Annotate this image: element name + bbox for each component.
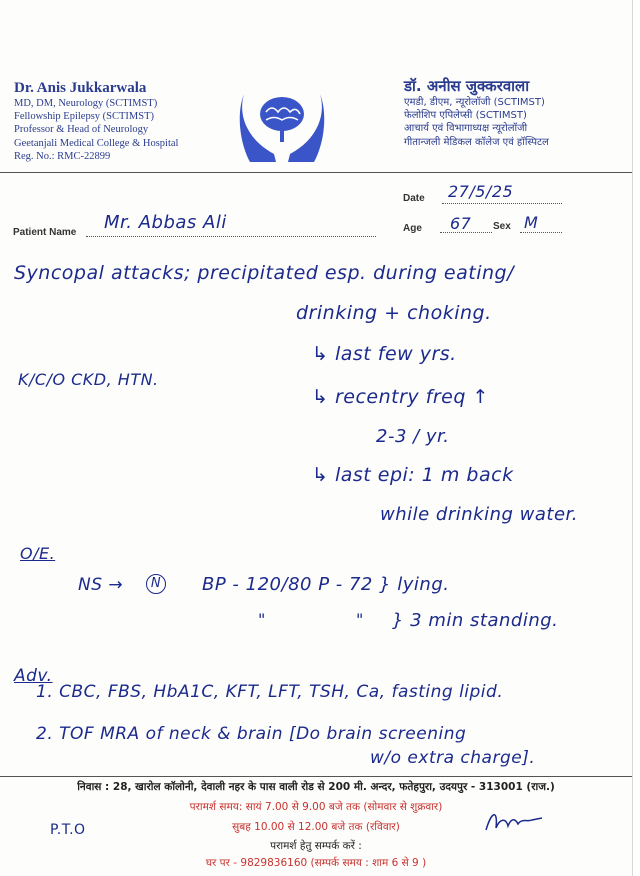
consultation-timing: परामर्श समय: सायं 7.00 से 9.00 बजे तक (सोमवार से शुक्रवार) [189, 801, 443, 813]
doctor-name-english: Dr. Anis Jukkarwala [14, 80, 147, 96]
advice-item-continuation: w/o extra charge]. [370, 748, 536, 768]
hospital-line-hindi: गीतान्जली मेडिकल कॉलेज एवं हॉस्पिटल [404, 136, 549, 148]
footer-divider [0, 776, 632, 777]
phone-number: घर पर - 9829836160 (सम्पर्क समय : शाम 6 से 9 ) [205, 857, 427, 869]
history-detail: ↳ recentry freq ↑ [312, 386, 489, 408]
qualification-line: Fellowship Epilepsy (SCTIMST) [14, 111, 155, 123]
ditto-mark: " [258, 610, 266, 629]
contact-label: परामर्श हेतु सम्पर्क करें : [270, 840, 362, 852]
age-label: Age [403, 223, 422, 234]
vitals-lying: BP - 120/80 P - 72 } lying. [202, 574, 450, 595]
patient-name-value: Mr. Abbas Ali [104, 212, 227, 233]
on-examination-label: O/E. [20, 544, 56, 563]
ditto-mark: " [356, 610, 364, 629]
designation-line: Professor & Head of Neurology [14, 124, 149, 136]
consultation-timing-sunday: सुबह 10.00 से 12.00 बजे तक (रविवार) [232, 821, 400, 833]
qualification-line-hindi: फेलोशिप एपिलेप्सी (SCTIMST) [404, 110, 527, 122]
hospital-line: Geetanjali Medical College & Hospital [14, 137, 179, 149]
date-label: Date [403, 193, 425, 204]
patient-name-line [86, 236, 376, 237]
qualification-line-hindi: एमडी, डीएम, न्यूरोलॉजी (SCTIMST) [404, 97, 545, 108]
advice-item: 2. TOF MRA of neck & brain [Do brain screening [36, 724, 467, 744]
last-episode: ↳ last epi: 1 m back [312, 464, 514, 486]
advice-label: Adv. [14, 666, 53, 686]
header-left [14, 80, 178, 163]
header-divider [0, 172, 632, 173]
doctor-name-hindi: डॉ. अनीस जुक्करवाला [404, 77, 530, 95]
registration-number: Reg. No.: RMC-22899 [14, 150, 111, 162]
sex-value: M [524, 213, 539, 232]
age-value: 67 [450, 214, 472, 233]
patient-name-label: Patient Name [13, 227, 77, 238]
history-detail: ↳ last few yrs. [312, 343, 457, 365]
sex-label: Sex [493, 221, 511, 232]
sex-line [520, 232, 562, 233]
brain-in-hands-icon [236, 84, 328, 162]
neuro-system-text: NS → [78, 575, 124, 595]
designation-line-hindi: आचार्य एवं विभागाध्यक्ष न्यूरोलॉजी [404, 123, 528, 135]
date-value: 27/5/25 [448, 182, 514, 201]
vitals-standing: } 3 min standing. [392, 610, 559, 631]
frequency-detail: 2-3 / yr. [376, 426, 450, 447]
normal-circle: N [146, 574, 166, 594]
doctor-signature [484, 806, 544, 836]
advice-item: 1. CBC, FBS, HbA1C, KFT, LFT, TSH, Ca, fasting lipid. [36, 682, 504, 702]
residence-address: निवास : 28, खारोल कॉलोनी, देवाली नहर के पास वाली रोड से 200 मी. अन्दर, फतेहपुरा, उदयपुर - 313001 (राज.) [77, 781, 555, 793]
known-case-of: K/C/O CKD, HTN. [18, 370, 159, 389]
qualification-line: MD, DM, Neurology (SCTIMST) [14, 98, 158, 109]
complaint-line: drinking + choking. [296, 302, 492, 324]
complaint-line: Syncopal attacks; precipitated esp. during eating/ [14, 262, 514, 284]
header-right [404, 76, 549, 149]
please-turn-over: P.T.O [50, 822, 86, 838]
date-line [442, 203, 562, 204]
last-episode-detail: while drinking water. [380, 504, 578, 525]
